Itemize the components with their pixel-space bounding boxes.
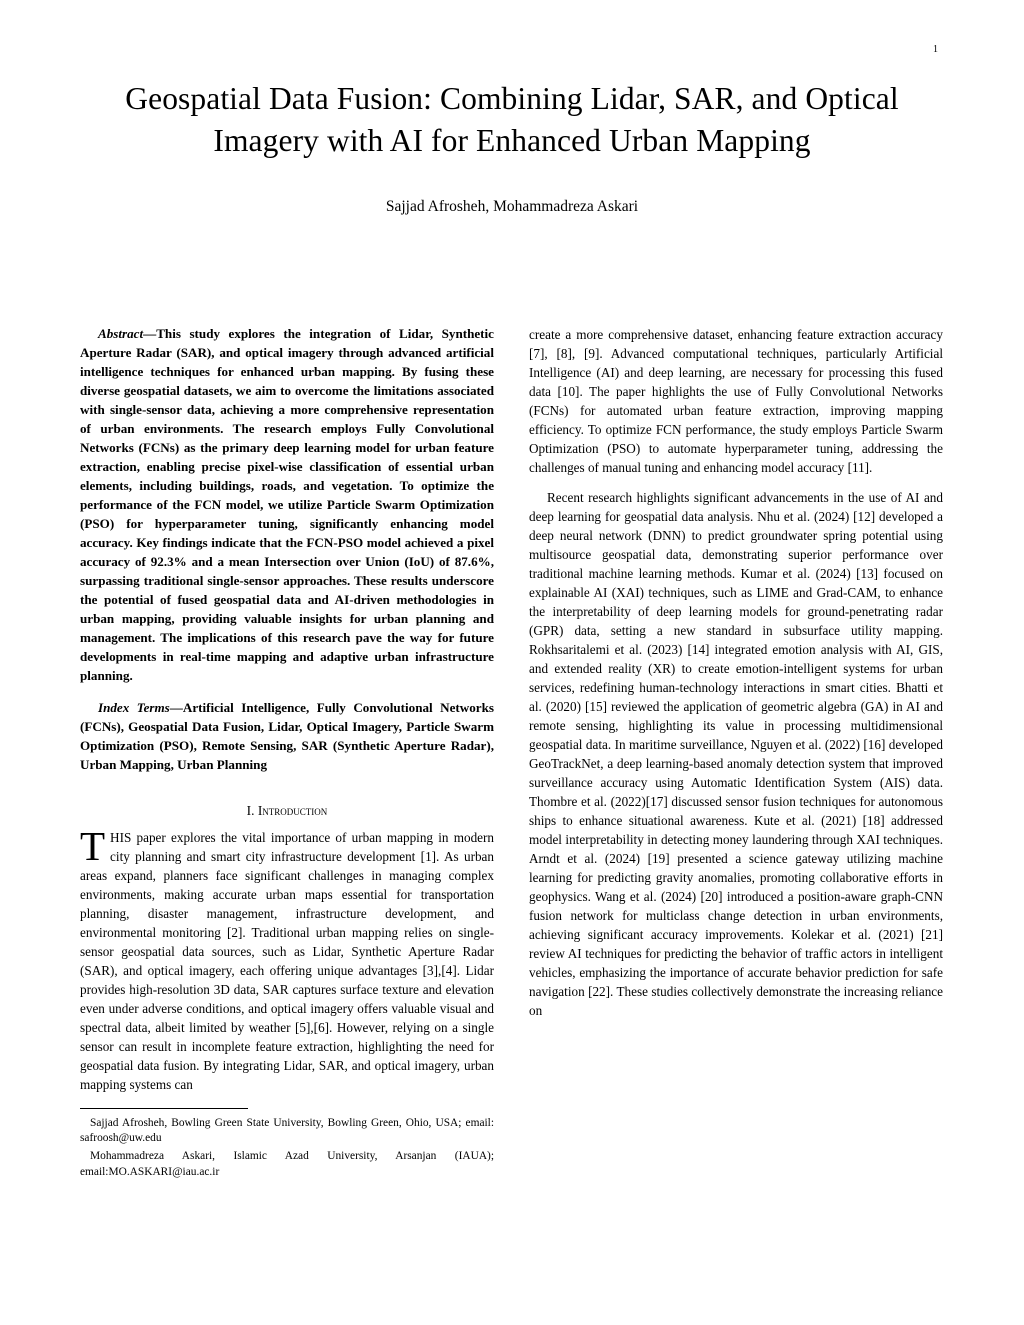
introduction-first-paragraph <box>80 822 494 1094</box>
abstract-label: Abstract <box>98 326 144 341</box>
right-column-paragraph-2: Recent research highlights significant advancements in the use of AI and deep learning for geospatial data analysis. Nhu et al. (2024) [12] developed a deep neural network (DNN) to predict groundwater spring potential using multisource geospatial data, demonstrating superior performance over traditional machine learning methods. Kumar et al. (2024) [13] focused on explainable AI (XAI) techniques, such as LIME and Grad-CAM, to enhance the interpretability of deep learning models for ground-penetrating radar (GPR) data, setting a new standard in subsurface utility mapping. Rokhsaritalemi et al. (2023) [14] integrated emotion analysis with AI, GIS, and extended reality (XR) to create emotion-intelligent systems for urban services, redefining human-technology interactions in smart cities. Bhatti et al. (2020) [15] reviewed the application of geometric algebra (GA) in AI and remote sensing, highlighting its value in processing multidimensional geospatial data. In maritime surveillance, Nguyen et al. (2022) [16] developed GeoTrackNet, a deep learning-based anomaly detection system that improved surveillance accuracy using Automatic Identification System (AIS) data. Thombre et al. (2022)[17] discussed sensor fusion techniques for autonomous ships to enhance situational awareness. Kute et al. (2021) [18] addressed model interpretability in detecting money laundering through XAI techniques. Arndt et al. (2024) [19] presented a science gateway utilizing machine learning for predicting gravity anomalies, promoting collaborative efforts in geophysics. Wang et al. (2024) [20] introduced a position-aware graph-CNN fusion network for multiclass change detection in urban environments, achieving significant accuracy improvements. Kolekar et al. (2021) [21] review AI techniques for predicting the behavior of traffic actors in intelligent vehicles, emphasizing the importance of accurate behavior prediction for safe navigation [22]. These studies collectively demonstrate the increasing reliance on <box>529 490 943 1018</box>
section-heading-introduction <box>80 803 494 819</box>
index-terms-text: Artificial Intelligence, Fully Convolutional Networks (FCNs), Geospatial Data Fusion, Lidar, Optical Imagery, Particle Swarm Optimization (PSO), Remote Sensing, SAR (Synthetic Aperture Radar), Urban Mapping, Urban Planning <box>80 699 494 772</box>
introduction-text: HIS paper explores the vital importance of urban mapping in modern city planning and smart city infrastructure development [1]. As urban areas expand, planners face significant challenges in managing complex environments, making accurate urban maps essential for transportation planning, disaster management, infrastructure development, and environmental monitoring [2]. Traditional urban mapping relies on single-sensor geospatial data sources, such as Lidar, Synthetic Aperture Radar (SAR), and optical imagery, each offering unique advantages [3],[4]. Lidar provides high-resolution 3D data, SAR captures surface texture and elevation even under adverse conditions, and optical imagery offers valuable visual and spectral data, albeit limited by weather [5],[6]. However, relying on a single sensor can result in incomplete feature extraction, highlighting the need for geospatial data fusion. By integrating Lidar, SAR, and optical imagery, urban mapping systems can <box>80 829 494 1092</box>
section-title: Introduction <box>257 802 328 818</box>
author-list: Sajjad Afrosheh, Mohammadreza Askari <box>385 198 639 216</box>
abstract-paragraph <box>80 325 494 686</box>
paragraph-spacer <box>529 477 943 488</box>
footnote-divider <box>80 1108 248 1109</box>
drop-cap: T <box>80 822 106 869</box>
right-column-paragraph-1: create a more comprehensive dataset, enhancing feature extraction accuracy [7], [8], [9]. Advanced computational techniques, particularly Artificial Intelligence (AI) and deep learning, are necessary for processing this fused data [10]. The paper highlights the use of Fully Convolutional Networks (FCNs) for automated urban feature extraction, improving mapping efficiency. To optimize FCN performance, the study employs Particle Swarm Optimization (PSO) to automate hyperparameter tuning, addressing the challenges of manual tuning and enhancing model accuracy [11]. <box>529 327 943 475</box>
two-column-body <box>80 325 944 1181</box>
footnote-author-1: Sajjad Afrosheh, Bowling Green State University, Bowling Green, Ohio, USA; email: safroosh@uw.edu <box>80 1116 494 1145</box>
footnote-author-2: Mohammadreza Askari, Islamic Azad University, Arsanjan (IAUA); email:MO.ASKARI@iau.ac.ir <box>80 1150 494 1178</box>
index-terms-label: Index Terms <box>98 699 170 715</box>
page-title: Geospatial Data Fusion: Combining Lidar, SAR, and Optical Imagery with AI for Enhanced Urban Mapping <box>125 81 899 159</box>
abstract-dash: — <box>143 326 157 341</box>
section-number: I. <box>246 802 255 818</box>
index-terms-dash: — <box>169 699 183 715</box>
abstract-text: This study explores the integration of Lidar, Synthetic Aperture Radar (SAR), and optical imagery through advanced artificial intelligence techniques for enhanced urban mapping. By fusing these diverse geospatial datasets, we aim to overcome the limitations associated with single-sensor data, achieving a more comprehensive representation of urban environments. The research employs Fully Convolutional Networks (FCNs) as the primary deep learning model for urban feature extraction, enabling precise pixel-wise classification of essential urban elements, including buildings, roads, and vegetation. To optimize the performance of the FCN model, we utilize Particle Swarm Optimization (PSO) for hyperparameter tuning, significantly enhancing model accuracy. Key findings indicate that the FCN-PSO model achieved a pixel accuracy of 92.3% and a mean Intersection over Union (IoU) of 87.6%, surpassing traditional single-sensor approaches. These results underscore the potential of fused geospatial data and AI-driven methodologies in urban mapping, providing valuable insights for urban planning and management. The implications of this research pave the way for future developments in real-time mapping and adaptive urban infrastructure planning. <box>80 326 494 683</box>
index-terms-paragraph <box>80 699 494 775</box>
page-number: 1 <box>933 44 938 55</box>
left-column <box>80 325 494 1181</box>
right-column <box>529 325 943 1181</box>
